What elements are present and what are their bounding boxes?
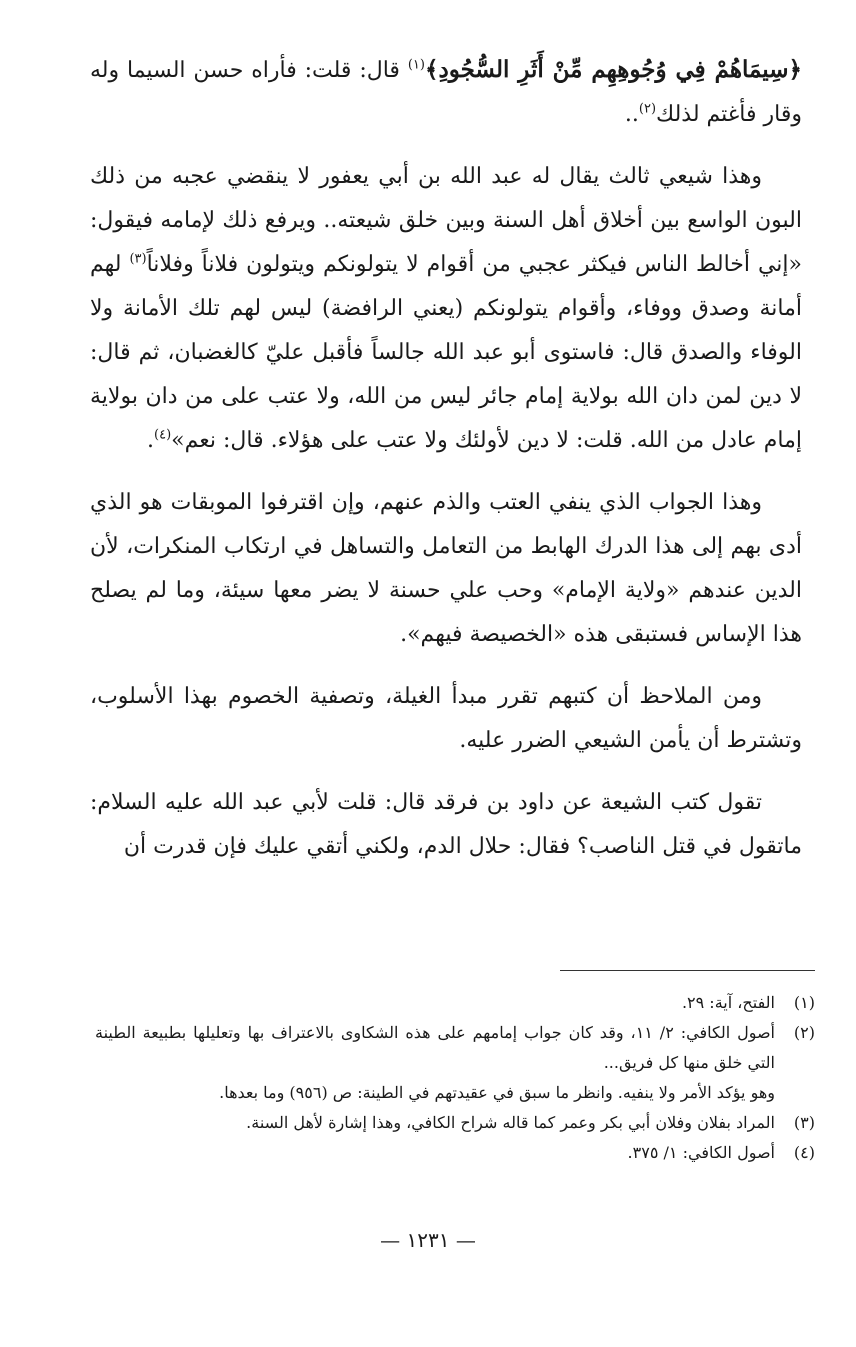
paragraph-1 (90, 48, 802, 137)
paragraph-2-tail: . (147, 428, 155, 453)
quran-verse: ﴿سِيمَاهُمْ فِي وُجُوهِهِم مِّنْ أَثَرِ السُّجُودِ﴾ (424, 56, 803, 83)
footnote-number: (٤) (793, 1143, 815, 1162)
footnote-4 (95, 1138, 815, 1168)
paragraph-1-text: قال: قلت: فأراه حسن السيما وله وقار فأغتم لذلك (90, 58, 802, 127)
footnote-number: (٢) (793, 1023, 815, 1042)
paragraph-5-text: تقول كتب الشيعة عن داود بن فرقد قال: قلت لأبي عبد الله عليه السلام: ماتقول في قتل الناصب؟ فقال: حلال الدم، ولكني أتقي عليك فإن قدرت أن (90, 790, 802, 859)
footnote-text: المراد بفلان وفلان أبي بكر وعمر كما قاله شراح الكافي، وهذا إشارة لأهل السنة. (246, 1113, 775, 1132)
main-text (90, 48, 802, 887)
footnote-ref-2: (٢) (638, 101, 657, 117)
paragraph-2-text: وهذا شيعي ثالث يقال له عبد الله بن أبي يعفور لا ينقضي عجبه من ذلك البون الواسع بين أخلاق أهل السنة وبين خلق شيعته.. ويرفع ذلك لإمامه فيقول: «إني أخالط الناس فيكثر عجبي من أقوام لا يتولونكم ويتولون فلاناً وفلاناً (90, 164, 803, 277)
footnotes (95, 988, 815, 1168)
paragraph-4 (90, 675, 802, 763)
footnote-text: أصول الكافي: ١/ ٣٧٥. (627, 1143, 775, 1162)
footnote-3 (95, 1108, 815, 1138)
page-number: — ١٢٣١ — (380, 1228, 476, 1252)
footnote-ref-1: (١) (407, 57, 425, 73)
footnote-ref-3: (٣) (129, 251, 147, 267)
footnote-separator (560, 970, 815, 971)
footnote-2 (95, 1018, 815, 1078)
footnote-2-continuation: وهو يؤكد الأمر ولا ينفيه. وانظر ما سبق في عقيدتهم في الطينة: ص (٩٥٦) وما بعدها. (219, 1083, 775, 1102)
footnote-number: (١) (793, 993, 815, 1012)
footnote-text: أصول الكافي: ٢/ ١١، وقد كان جواب إمامهم على هذه الشكاوى بالاعتراف بها وتعليلها بطبيعة الطينة التي خلق منها كل فريق... (95, 1023, 775, 1072)
footnote-1 (95, 988, 815, 1018)
paragraph-5 (90, 781, 802, 869)
paragraph-4-text: ومن الملاحظ أن كتبهم تقرر مبدأ الغيلة، وتصفية الخصوم بهذا الأسلوب، وتشترط أن يأمن الشيعي الضرر عليه. (90, 684, 802, 753)
paragraph-3 (90, 481, 802, 657)
paragraph-2-text-cont: لهم أمانة وصدق ووفاء، وأقوام يتولونكم (يعني الرافضة) ليس لهم تلك الأمانة ولا الوفاء والصدق قال: فاستوى أبو عبد الله جالساً فأقبل عليّ كالغضبان، ثم قال: لا دين لمن دان الله بولاية إمام جائر ليس من الله، ولا عتب على من دان بولاية إمام عادل من الله. قلت: لا دين لأولئك ولا عتب على هؤلاء. قال: نعم» (90, 252, 802, 453)
footnote-number: (٣) (793, 1113, 815, 1132)
footnote-ref-4: (٤) (154, 427, 172, 443)
paragraph-2 (90, 155, 802, 463)
paragraph-1-tail: .. (624, 102, 639, 127)
footnote-text: الفتح، آية: ٢٩. (681, 993, 775, 1012)
paragraph-3-text: وهذا الجواب الذي ينفي العتب والذم عنهم، وإن اقترفوا الموبقات هو الذي أدى بهم إلى هذا الدرك الهابط من التعامل والتساهل في ارتكاب المنكرات، لأن الدين عندهم «ولاية الإمام» وحب علي حسنة لا يضر معها سيئة، وما لم يصلح هذا الإساس فستبقى هذه «الخصيصة فيهم». (90, 490, 802, 647)
